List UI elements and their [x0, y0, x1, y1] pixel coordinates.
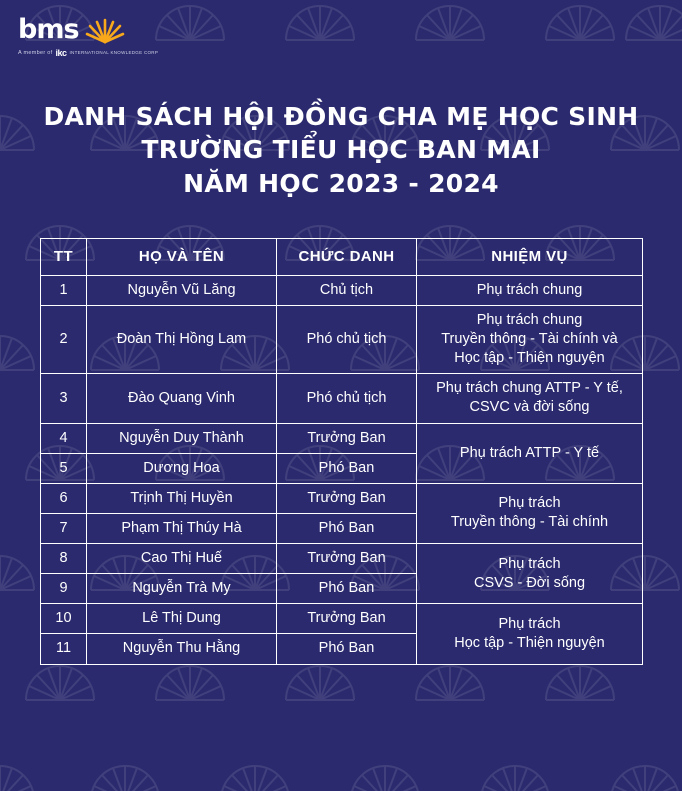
roster-table-body: [41, 275, 643, 664]
cell-duty: [417, 374, 643, 423]
table-row: [41, 483, 643, 513]
sunburst-icon: [85, 14, 125, 44]
cell-tt: 11: [41, 634, 87, 664]
cell-role: Phó Ban: [277, 574, 417, 604]
cell-role: Phó chủ tịch: [277, 374, 417, 423]
table-row: [41, 305, 643, 373]
duty-line: Học tập - Thiện nguyện: [454, 634, 605, 651]
cell-name: Nguyễn Vũ Lăng: [87, 275, 277, 305]
cell-tt: 4: [41, 423, 87, 453]
cell-role: Trưởng Ban: [277, 483, 417, 513]
cell-name: Nguyễn Thu Hằng: [87, 634, 277, 664]
cell-duty: [417, 275, 643, 305]
duty-line: Phụ trách: [498, 495, 561, 512]
cell-name: Nguyễn Duy Thành: [87, 423, 277, 453]
duty-line: Phụ trách ATTP - Y tế: [459, 444, 600, 461]
parent-brand-tagline: INTERNATIONAL KNOWLEDGE CORP: [69, 49, 159, 55]
cell-tt: 6: [41, 483, 87, 513]
cell-role: Phó Ban: [277, 513, 417, 543]
roster-table: [40, 238, 643, 665]
cell-role: Trưởng Ban: [277, 423, 417, 453]
cell-duty: [417, 483, 643, 543]
duty-line: Phụ trách chung: [476, 311, 583, 328]
cell-name: Lê Thị Dung: [87, 604, 277, 634]
cell-name: Phạm Thị Thúy Hà: [87, 513, 277, 543]
cell-role: Phó Ban: [277, 453, 417, 483]
duty-line: Phụ trách: [498, 555, 561, 572]
page-title: [0, 100, 682, 200]
duty-line: Phụ trách chung: [476, 281, 583, 298]
cell-tt: 8: [41, 544, 87, 574]
table-row: [41, 544, 643, 574]
roster-table-wrapper: [40, 238, 642, 665]
cell-tt: 2: [41, 305, 87, 373]
cell-tt: 5: [41, 453, 87, 483]
cell-role: Trưởng Ban: [277, 604, 417, 634]
duty-line: Phụ trách chung ATTP - Y tế,: [436, 380, 623, 397]
member-of-label: A member of: [18, 50, 53, 56]
column-header-duty: NHIỆM VỤ: [417, 239, 643, 276]
column-header-tt: TT: [41, 239, 87, 276]
brand-logo: [18, 13, 159, 58]
cell-tt: 7: [41, 513, 87, 543]
cell-role: Phó Ban: [277, 634, 417, 664]
cell-role: Phó chủ tịch: [277, 305, 417, 373]
cell-duty: [417, 305, 643, 373]
cell-role: Trưởng Ban: [277, 544, 417, 574]
parent-brand-name: ikc: [55, 48, 67, 58]
title-line-1: DANH SÁCH HỘI ĐỒNG CHA MẸ HỌC SINH: [43, 102, 639, 131]
table-row: [41, 423, 643, 453]
logo-subtitle: [18, 48, 159, 58]
column-header-name: HỌ VÀ TÊN: [87, 239, 277, 276]
cell-name: Dương Hoa: [87, 453, 277, 483]
duty-line: CSVS - Đời sống: [473, 574, 586, 591]
cell-name: Đoàn Thị Hồng Lam: [87, 305, 277, 373]
duty-line: Học tập - Thiện nguyện: [454, 350, 605, 367]
duty-line: Truyền thông - Tài chính: [450, 514, 609, 531]
cell-role: Chủ tịch: [277, 275, 417, 305]
cell-duty: [417, 423, 643, 483]
brand-name: bms: [18, 13, 79, 45]
table-header-row: [41, 239, 643, 276]
cell-name: Đào Quang Vinh: [87, 374, 277, 423]
duty-line: CSVC và đời sống: [469, 399, 590, 416]
title-line-3: NĂM HỌC 2023 - 2024: [183, 168, 499, 198]
table-row: [41, 275, 643, 305]
cell-name: Nguyễn Trà My: [87, 574, 277, 604]
cell-name: Trịnh Thị Huyền: [87, 483, 277, 513]
table-row: [41, 374, 643, 423]
cell-duty: [417, 604, 643, 664]
duty-line: Truyền thông - Tài chính và: [441, 331, 618, 348]
cell-tt: 9: [41, 574, 87, 604]
column-header-role: CHỨC DANH: [277, 239, 417, 276]
duty-line: Phụ trách: [498, 615, 561, 632]
cell-name: Cao Thị Huế: [87, 544, 277, 574]
table-row: [41, 604, 643, 634]
cell-tt: 3: [41, 374, 87, 423]
cell-tt: 10: [41, 604, 87, 634]
cell-tt: 1: [41, 275, 87, 305]
title-line-2: TRƯỜNG TIỂU HỌC BAN MAI: [141, 135, 541, 165]
cell-duty: [417, 544, 643, 604]
